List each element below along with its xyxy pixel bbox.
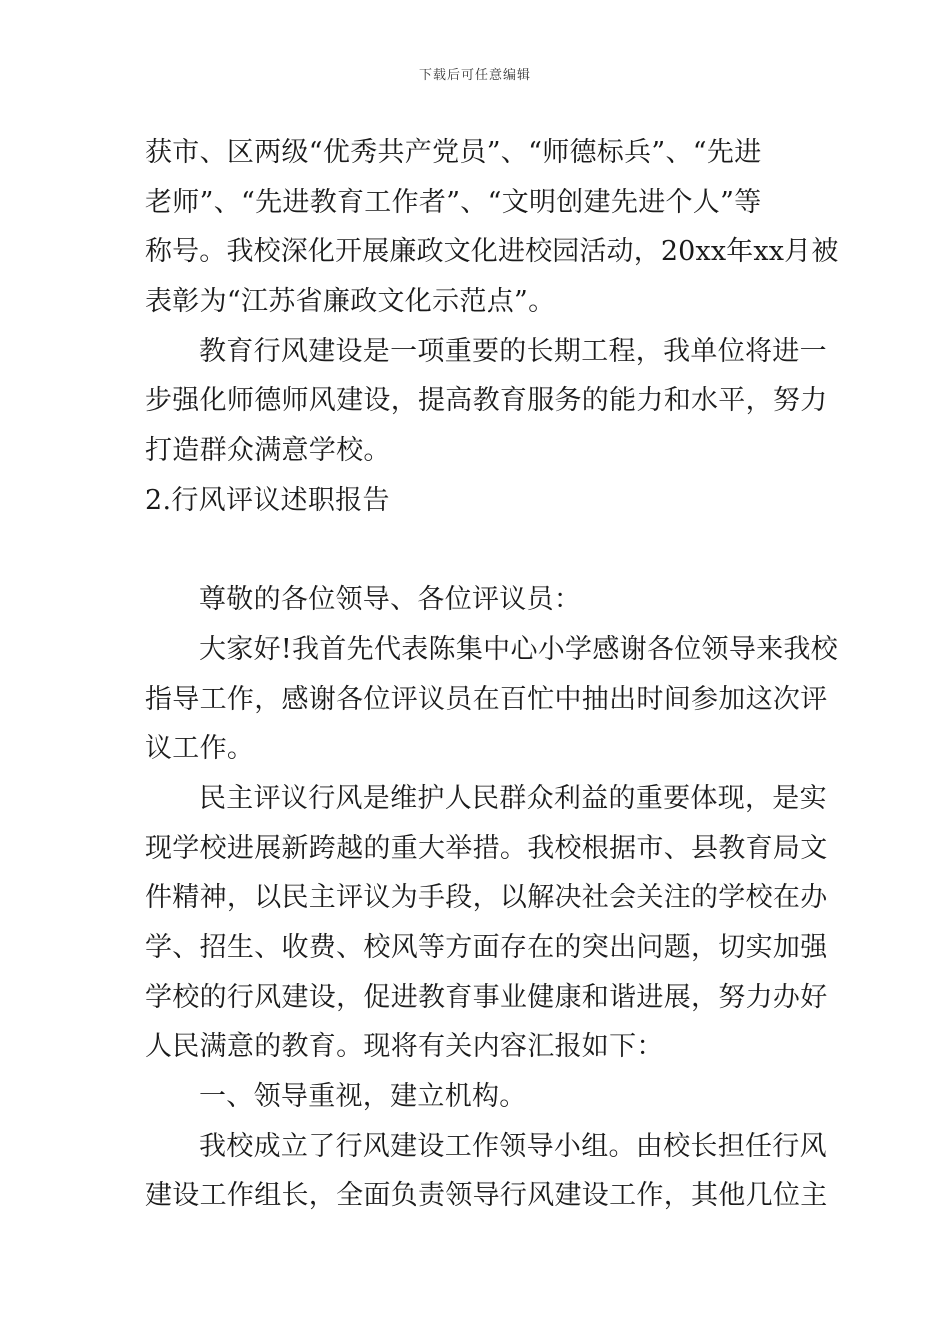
paragraph-line: 学、招生、收费、校风等方面存在的突出问题，切实加强 xyxy=(145,932,828,963)
paragraph-line: 打造群众满意学校。 xyxy=(145,435,391,467)
paragraph-line: 民主评议行风是维护人民群众利益的重要体现，是实 xyxy=(199,782,827,814)
paragraph-line: 表彰为“江苏省廉政文化示范点”。 xyxy=(145,286,556,318)
paragraph-line: 指导工作，感谢各位评议员在百忙中抽出时间参加这次评 xyxy=(145,683,828,715)
salutation: 尊敬的各位领导、各位评议员： xyxy=(199,584,582,616)
paragraph-line: 我校成立了行风建设工作领导小组。由校长担任行风 xyxy=(199,1130,827,1162)
paragraph-line: 件精神，以民主评议为手段，以解决社会关注的学校在办 xyxy=(145,882,828,914)
blank-line xyxy=(145,526,810,576)
subsection-heading: 一、领导重视，建立机构。 xyxy=(199,1081,527,1113)
paragraph-line: 现学校进展新跨越的重大举措。我校根据市、县教育局文 xyxy=(145,832,828,864)
paragraph-line: 获市、区两级“优秀共产党员”、“师德标兵”、“先进 xyxy=(145,137,762,168)
paragraph-line: 老师”、“先进教育工作者”、“文明创建先进个人”等 xyxy=(145,186,762,218)
document-body xyxy=(145,128,839,1221)
paragraph-line: 称号。我校深化开展廉政文化进校园活动，20xx年xx月被 xyxy=(145,236,839,268)
paragraph-line: 议工作。 xyxy=(145,733,255,765)
paragraph-line: 大家好!我首先代表陈集中心小学感谢各位领导来我校 xyxy=(199,633,839,665)
page-header-note: 下载后可任意编辑 xyxy=(418,68,531,83)
paragraph-line: 建设工作组长，全面负责领导行风建设工作，其他几位主 xyxy=(145,1180,828,1212)
paragraph-line: 教育行风建设是一项重要的长期工程，我单位将进一 xyxy=(199,335,827,367)
paragraph-line: 人民满意的教育。现将有关内容汇报如下： xyxy=(145,1031,664,1063)
section-heading: 2.行风评议述职报告 xyxy=(145,484,390,516)
paragraph-line: 学校的行风建设，促进教育事业健康和谐进展，努力办好 xyxy=(145,981,828,1013)
paragraph-line: 步强化师德师风建设，提高教育服务的能力和水平，努力 xyxy=(145,385,828,417)
